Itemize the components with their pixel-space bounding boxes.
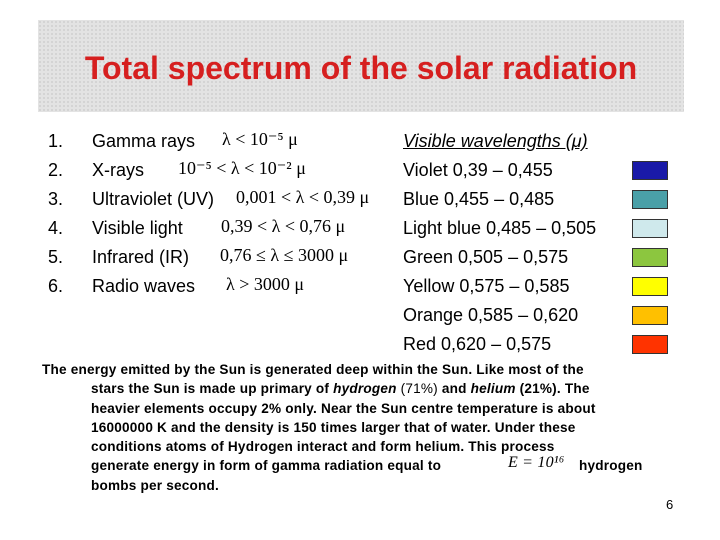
list-item [48, 131, 388, 159]
color-swatch [632, 161, 668, 180]
paragraph-line: The energy emitted by the Sun is generated deep within the Sun. Like most of the [42, 362, 584, 377]
item-label: Radio waves [92, 276, 196, 296]
color-swatch [632, 335, 668, 354]
item-number: 1. [48, 131, 64, 151]
wavelength-row [403, 189, 703, 217]
paragraph-line: heavier elements occupy 2% only. Near the Sun centre temperature is about [91, 400, 596, 416]
wavelength-range: Yellow 0,575 – 0,585 [403, 276, 570, 296]
color-swatch [632, 306, 668, 325]
item-formula: 10⁻⁵ < λ < 10⁻² μ [178, 158, 306, 178]
color-swatch [632, 248, 668, 267]
wavelength-row [403, 247, 703, 275]
color-swatch [632, 219, 668, 238]
color-swatch [632, 277, 668, 296]
body-paragraph [42, 360, 682, 495]
item-number: 6. [48, 276, 64, 296]
wavelength-range: Violet 0,39 – 0,455 [403, 160, 553, 180]
energy-formula: E = 10¹⁶ [508, 454, 565, 472]
item-formula: 0,001 < λ < 0,39 μ [236, 187, 370, 207]
item-label: Gamma rays [92, 131, 196, 151]
item-label: Ultraviolet (UV) [92, 189, 215, 209]
list-item [48, 189, 388, 217]
item-formula: 0,39 < λ < 0,76 μ [221, 216, 346, 236]
list-item [48, 218, 388, 246]
title-band [38, 20, 684, 112]
wavelength-range: Red 0,620 – 0,575 [403, 334, 552, 354]
item-number: 4. [48, 218, 64, 238]
list-item [48, 276, 388, 304]
wavelength-row [403, 305, 703, 333]
paragraph-line: conditions atoms of Hydrogen interact and form helium. This process [91, 439, 555, 455]
wavelength-row [403, 218, 703, 246]
item-label: X-rays [92, 160, 145, 180]
item-label: Infrared (IR) [92, 247, 190, 267]
paragraph-line: 16000000 K and the density is 150 times larger that of water. Under these [91, 419, 576, 435]
item-label: Visible light [92, 218, 183, 238]
paragraph-line: bombs per second. [91, 477, 220, 493]
wavelength-range: Light blue 0,485 – 0,505 [403, 218, 597, 238]
visible-heading: Visible wavelengths (μ) [403, 131, 588, 151]
wavelength-row [403, 276, 703, 304]
wavelength-row [403, 160, 703, 188]
wavelength-row [403, 334, 703, 362]
item-number: 5. [48, 247, 64, 267]
item-number: 2. [48, 160, 64, 180]
item-formula: λ < 10⁻⁵ μ [222, 129, 298, 149]
slide-title: Total spectrum of the solar radiation [84, 50, 638, 86]
color-swatch [632, 190, 668, 209]
helium-term: helium [470, 381, 516, 397]
page-number: 6 [666, 497, 674, 512]
wavelength-range: Blue 0,455 – 0,485 [403, 189, 555, 209]
wavelength-range: Green 0,505 – 0,575 [403, 247, 569, 267]
item-formula: 0,76 ≤ λ ≤ 3000 μ [220, 245, 349, 265]
paragraph-line: stars the Sun is made up primary of hydrogen (71%) and helium (21%). The [91, 381, 590, 397]
list-item [48, 247, 388, 275]
hydrogen-term: hydrogen [333, 381, 397, 397]
wavelength-range: Orange 0,585 – 0,620 [403, 305, 579, 325]
list-item [48, 160, 388, 188]
paragraph-line: generate energy in form of gamma radiation equal to E = 10¹⁶ hydrogen [91, 454, 643, 474]
item-number: 3. [48, 189, 64, 209]
item-formula: λ > 3000 μ [226, 274, 305, 294]
